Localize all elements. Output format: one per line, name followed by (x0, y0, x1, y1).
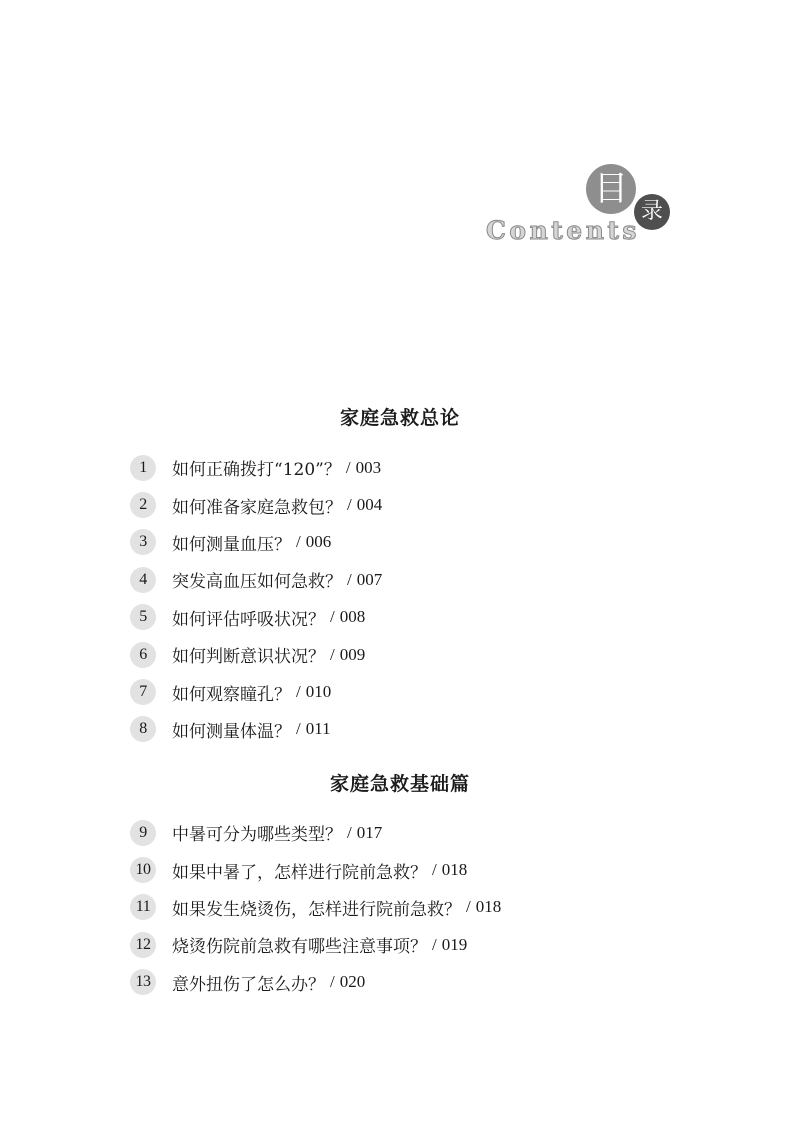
contents-logo (480, 160, 680, 250)
item-separator: / (330, 607, 335, 627)
item-separator: / (347, 569, 352, 589)
item-page-number: 018 (441, 860, 468, 880)
item-title: 如果中暑了，怎样进行院前急救？ (172, 862, 427, 883)
item-page-number: 006 (305, 532, 332, 552)
item-page-number: 019 (441, 934, 468, 954)
item-number-badge: 3 (130, 529, 156, 555)
item-page-number: 011 (305, 719, 331, 739)
item-title: 如何测量体温？ (172, 721, 291, 742)
toc-item[interactable] (130, 673, 382, 710)
toc-item[interactable] (130, 889, 501, 926)
toc-item[interactable] (130, 524, 382, 561)
item-separator: / (330, 972, 335, 992)
item-number-badge: 7 (130, 679, 156, 705)
toc-item[interactable] (130, 486, 382, 523)
item-title: 意外扭伤了怎么办？ (172, 974, 325, 995)
item-number-badge: 12 (130, 932, 156, 958)
item-separator: / (296, 719, 301, 739)
toc-item[interactable] (130, 599, 382, 636)
item-page-number: 017 (356, 822, 383, 842)
item-title: 如何评估呼吸状况？ (172, 609, 325, 630)
item-page-number: 010 (305, 682, 332, 702)
toc-list-basics (130, 814, 501, 1001)
item-separator: / (432, 860, 437, 880)
item-separator: / (296, 532, 301, 552)
item-number-badge: 8 (130, 716, 156, 742)
toc-item[interactable] (130, 851, 501, 888)
item-number-badge: 13 (130, 969, 156, 995)
toc-item[interactable] (130, 926, 501, 963)
logo-char-mu: 目 (586, 164, 636, 214)
item-title: 中暑可分为哪些类型？ (172, 825, 342, 846)
toc-item[interactable] (130, 561, 382, 598)
logo-char-lu: 录 (634, 194, 670, 230)
item-separator: / (330, 644, 335, 664)
item-separator: / (466, 897, 471, 917)
item-separator: / (347, 495, 352, 515)
item-title: 突发高血压如何急救？ (172, 572, 342, 593)
item-title: 如果发生烧烫伤，怎样进行院前急救？ (172, 899, 461, 920)
item-number-badge: 6 (130, 642, 156, 668)
item-number-badge: 10 (130, 857, 156, 883)
item-page-number: 020 (339, 972, 366, 992)
item-page-number: 008 (339, 607, 366, 627)
item-page-number: 009 (339, 644, 366, 664)
item-title: 如何判断意识状况？ (172, 647, 325, 668)
item-number-badge: 4 (130, 567, 156, 593)
toc-list-overview (130, 449, 382, 748)
toc-item[interactable] (130, 449, 382, 486)
item-separator: / (432, 934, 437, 954)
toc-item[interactable] (130, 711, 382, 748)
item-page-number: 004 (356, 495, 383, 515)
item-number-badge: 1 (130, 455, 156, 481)
item-page-number: 018 (475, 897, 502, 917)
section-heading-overview: 家庭急救总论 (339, 407, 460, 429)
item-title: 如何观察瞳孔？ (172, 684, 291, 705)
item-title: 如何正确拨打“120”？ (172, 460, 341, 481)
toc-item[interactable] (130, 814, 501, 851)
logo-word-contents: Contents (486, 216, 641, 245)
item-number-badge: 11 (130, 894, 156, 920)
item-page-number: 007 (356, 569, 383, 589)
toc-item[interactable] (130, 964, 501, 1001)
item-title: 烧烫伤院前急救有哪些注意事项？ (172, 937, 427, 958)
item-separator: / (296, 682, 301, 702)
item-title: 如何准备家庭急救包？ (172, 497, 342, 518)
item-number-badge: 2 (130, 492, 156, 518)
item-number-badge: 5 (130, 604, 156, 630)
item-separator: / (347, 822, 352, 842)
item-title: 如何测量血压？ (172, 534, 291, 555)
item-page-number: 003 (355, 457, 382, 477)
toc-item[interactable] (130, 636, 382, 673)
item-separator: / (345, 457, 351, 477)
section-heading-basics: 家庭急救基础篇 (329, 773, 470, 795)
item-number-badge: 9 (130, 820, 156, 846)
